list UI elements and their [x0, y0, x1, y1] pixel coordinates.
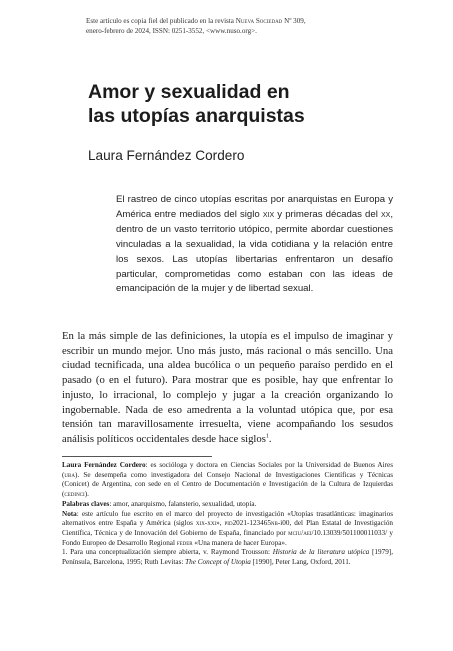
bio-cedinci: cedinci: [64, 490, 85, 499]
bio-text-1: : es socióloga y doctora en Ciencias Sociales por la Universidad de Buenos Aires (: [62, 461, 393, 479]
footnote-1: [62, 548, 393, 567]
abstract: [116, 193, 393, 297]
publication-date-issn: enero-febrero de 2024, ISSN: 0251-3552, <www.nuso.org>.: [86, 27, 257, 35]
body-paragraph-text: En la más simple de las definiciones, la utopía es el impulso de imaginar y escribir un mundo mejor. Uno más justo, más racional o más sencillo. Una ciudad tecnificada, una aldea bucólica o un pequeño paraíso perdido en el pasado (o en el futuro). Para mostrar que es posible, hay que enfrentar lo injusto, lo irracional, lo complejo y jugar a la creación organizando lo ingobernable. Nada de eso amedrenta a la voluntad utópica que, por esa tensión tan maravillosamente irresuelta, viene acompañando los sesudos análisis políticos occidentales desde hace siglos: [62, 330, 393, 445]
century-xx: xx: [380, 208, 391, 220]
publication-note-text: Este artículo es copia fiel del publicado en la revista: [86, 17, 236, 25]
footnote-1-text-3: [1990], Peter Lang, Oxford, 2011.: [250, 558, 351, 567]
publication-note: [86, 16, 386, 36]
abstract-text-3: , dentro de un vasto territorio utópico, permite abordar cuestiones vinculadas a la sexualidad, la vida cotidiana y la relación entre los sexos. Las utopías libertarias enfrentaron un desafío particular, comprometidas como estaban con las ideas de emancipación de la mujer y de libertad sexual.: [116, 208, 393, 295]
note-text-4: -i00, del Plan Estatal de Investigación Científica, Técnica y de Innovación del Gobierno de España, financiado por: [62, 519, 394, 537]
bio-author-name: Laura Fernández Cordero: [62, 461, 146, 469]
footnote-1-text-1: 1. Para una conceptualización siempre abierta, v. Raymond Trousson:: [62, 548, 273, 557]
note-sc-5: feder: [176, 538, 193, 547]
author-bio: [62, 461, 393, 500]
note-sc-1: xix-xxi: [195, 519, 217, 528]
journal-name: Nueva Sociedad: [235, 17, 283, 25]
body-end-punct: .: [268, 432, 272, 445]
bio-text-3: ).: [84, 490, 89, 499]
keywords: [62, 500, 393, 510]
note-label: Nota: [62, 509, 77, 518]
body-paragraph: [62, 329, 393, 447]
footnote-1-text-2: [1979], Península, Barcelona, 1995; Ruth Levitas:: [62, 548, 393, 567]
keywords-label: Palabras claves: [62, 499, 110, 508]
footnotes: [62, 461, 393, 568]
bio-uba: uba: [64, 470, 75, 479]
footnote-divider: [62, 456, 212, 457]
century-xix: xix: [262, 208, 275, 220]
note-sc-2: pid: [224, 519, 233, 528]
bio-text-2: ). Se desempeña como investigadora del Consejo Nacional de Investigaciones Científicas y Técnicas (Conicet) de Argentina, con sede en el Centro de Documentación e Investigación de la Cultura de Izquierdas (: [62, 470, 393, 499]
note-text-5: /10.13039/501100011033/ y Fondo Europeo de Desarrollo Regional: [62, 528, 393, 547]
issue-prefix: N: [282, 17, 290, 25]
note-text-6: «Una manera de hacer Europa».: [192, 538, 287, 547]
article-title: [88, 80, 388, 128]
footnote-1-book-2: The Concept of Utopia: [185, 558, 251, 567]
note-text-3: 2021-123465: [232, 519, 271, 528]
author-name: Laura Fernández Cordero: [88, 148, 245, 163]
title-line-2: las utopías anarquistas: [88, 105, 305, 127]
funding-note: [62, 510, 393, 549]
footnote-1-book-1: Historia de la literatura utópica: [272, 548, 370, 557]
note-sc-3: nb: [270, 519, 278, 528]
abstract-text-1: El rastreo de cinco utopías escritas por anarquistas en Europa y América entre mediados del siglo: [116, 194, 393, 220]
title-line-1: Amor y sexualidad en: [88, 81, 290, 103]
issue-number: º 309,: [289, 17, 306, 25]
keywords-text: : amor, anarquismo, falansterio, sexualidad, utopía.: [109, 499, 257, 508]
footnote-ref-1[interactable]: 1: [265, 433, 269, 440]
note-sc-4: mciu/aei: [288, 528, 312, 537]
note-text-1: : este artículo fue escrito en el marco del proyecto de investigación «Utopías trasatlánticas: imaginarios alternativos entre España y América (siglos: [62, 509, 393, 528]
abstract-text-2: y primeras décadas del: [274, 208, 381, 220]
note-text-2: »,: [216, 519, 225, 528]
